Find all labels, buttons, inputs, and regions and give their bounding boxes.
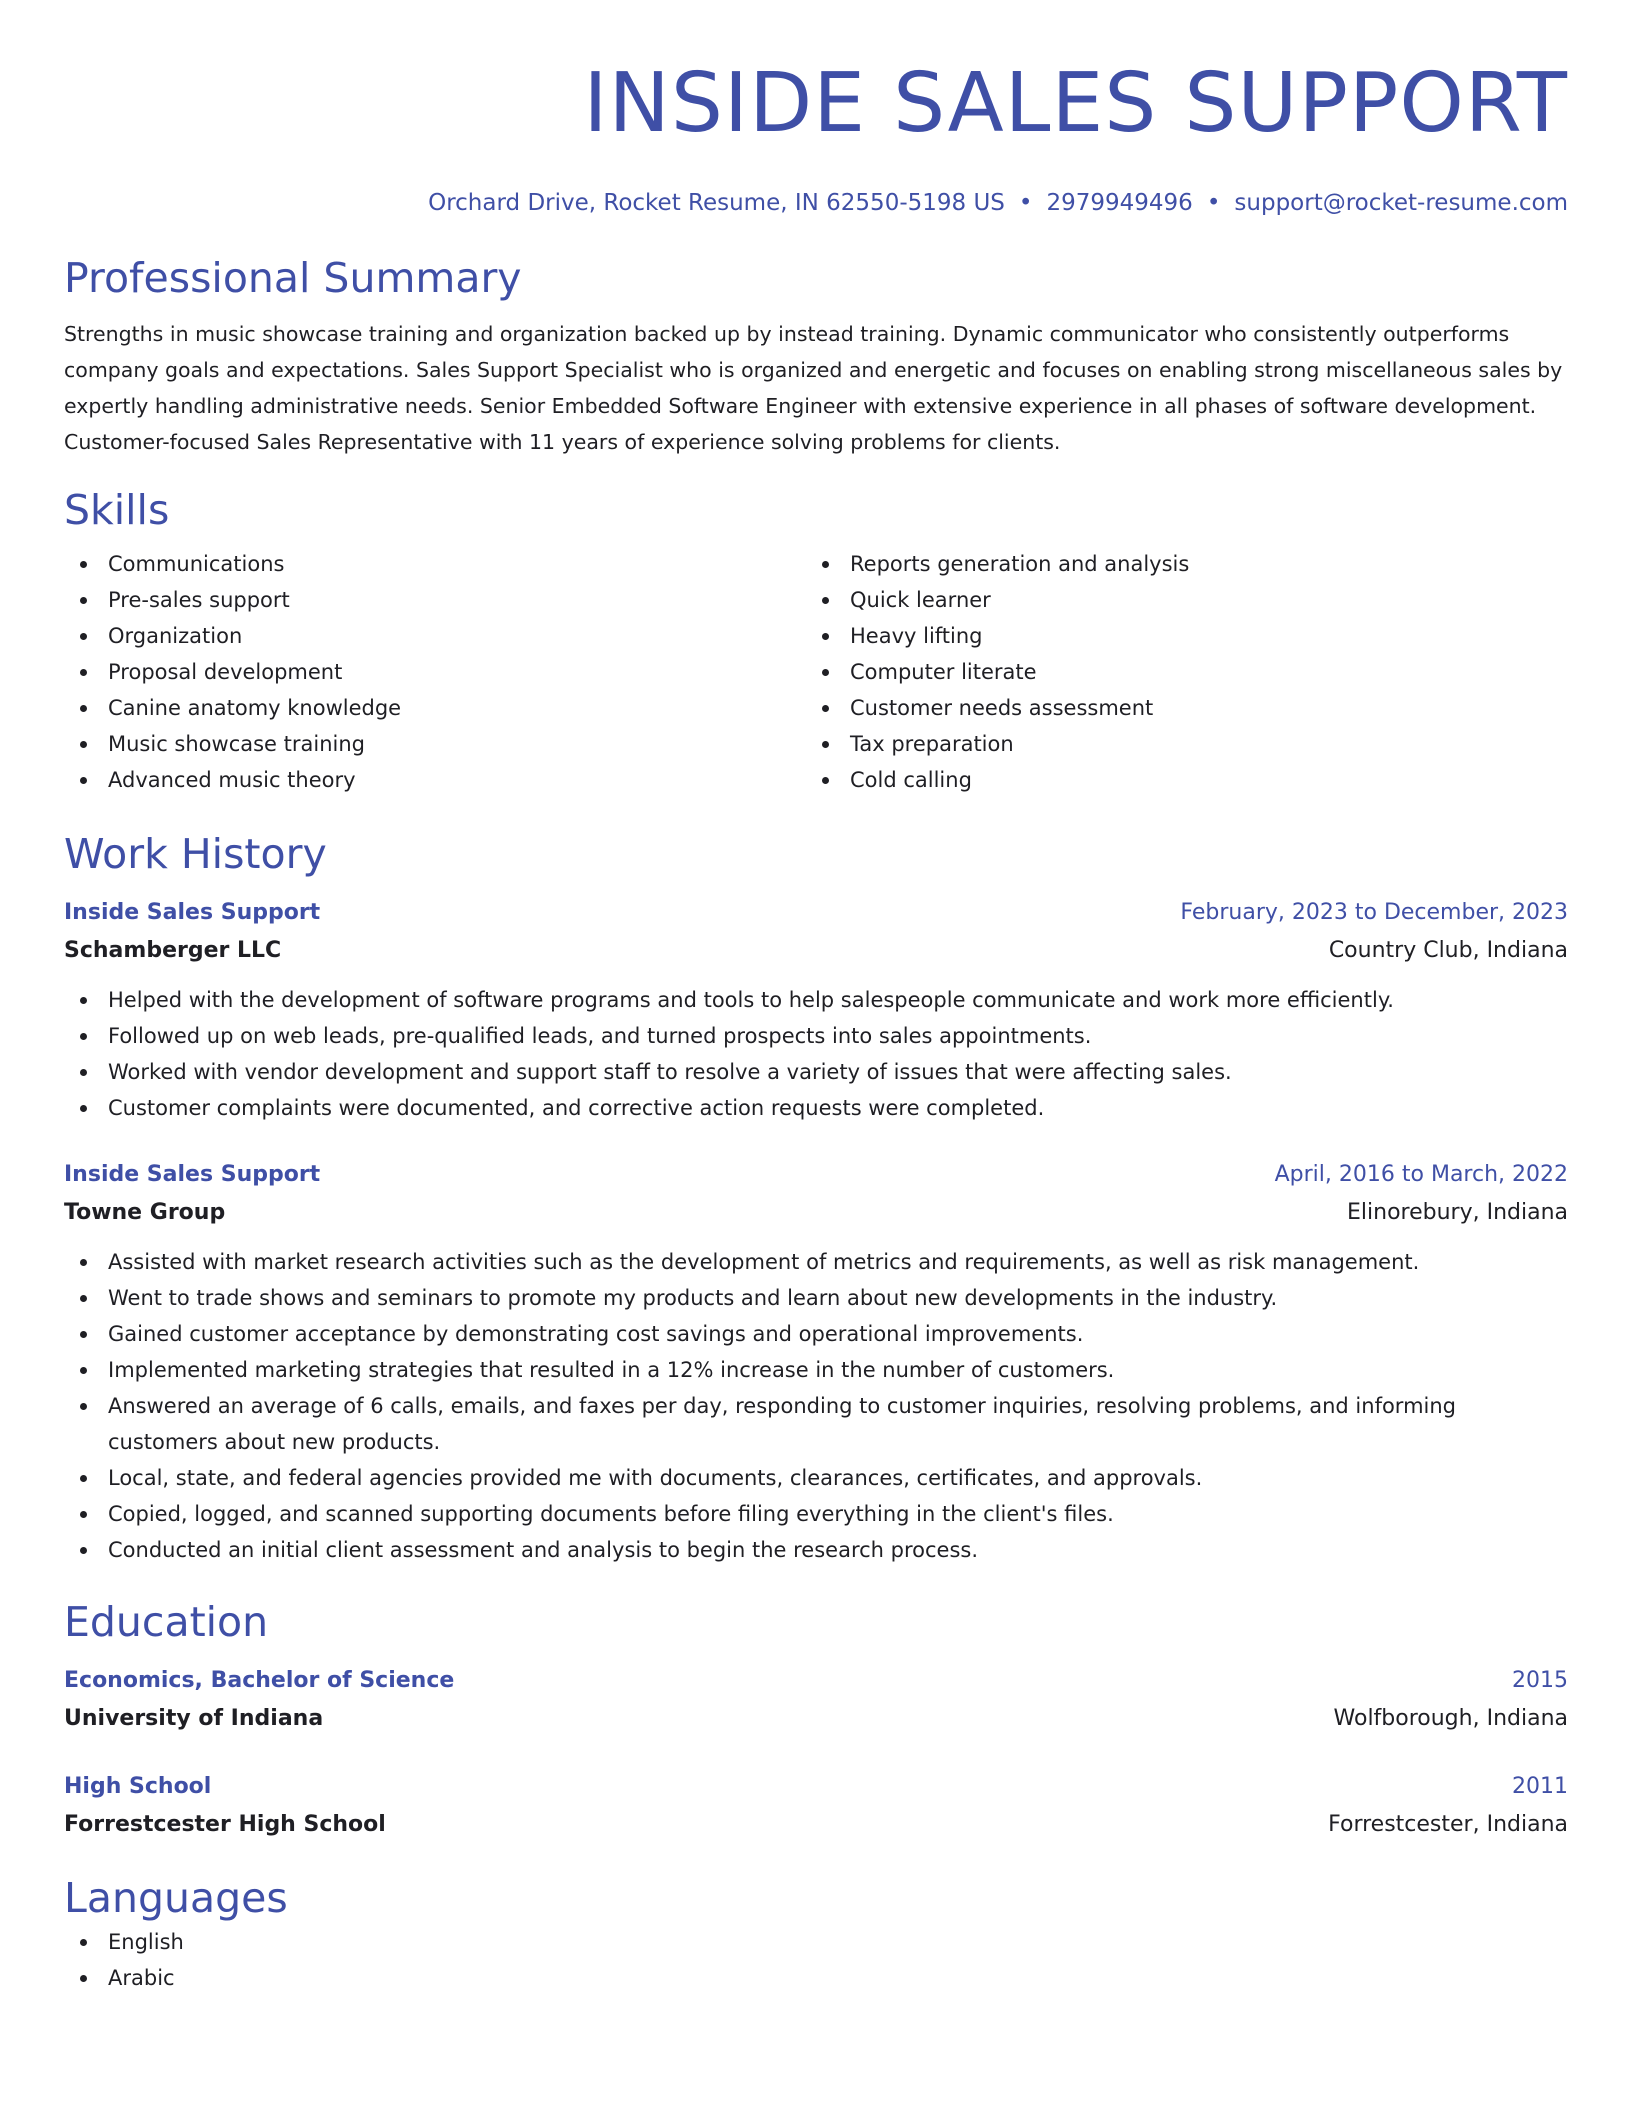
skills-grid — [64, 546, 1568, 798]
job-bullet: Copied, logged, and scanned supporting documents before filing everything in the client's files. — [64, 1496, 1568, 1532]
education-location: Forrestcester, Indiana — [1328, 1812, 1568, 1837]
candidate-name: INSIDE SALES SUPPORT — [583, 56, 1568, 151]
job-bullet: Worked with vendor development and support staff to resolve a variety of issues that were affecting sales. — [64, 1054, 1568, 1090]
education-school-row — [64, 1700, 1568, 1738]
skill-item: Cold calling — [806, 762, 1548, 798]
skill-item: Quick learner — [806, 582, 1548, 618]
skill-item: Communications — [64, 546, 806, 582]
job-title-row — [64, 894, 1568, 932]
job-title: Inside Sales Support — [64, 1162, 321, 1187]
languages-heading: Languages — [64, 1874, 288, 1922]
skill-item: Canine anatomy knowledge — [64, 690, 806, 726]
skill-item: Customer needs assessment — [806, 690, 1548, 726]
job-company: Schamberger LLC — [64, 938, 282, 963]
job-bullet: Conducted an initial client assessment and analysis to begin the research process. — [64, 1532, 1568, 1568]
job-title: Inside Sales Support — [64, 900, 321, 925]
job-bullet: Assisted with market research activities such as the development of metrics and requirements, as well as risk management. — [64, 1244, 1568, 1280]
education-degree-row — [64, 1662, 1568, 1700]
job-bullets — [64, 982, 1568, 1126]
education-entry — [64, 1768, 1568, 1844]
job-dates: April, 2016 to March, 2022 — [1274, 1162, 1568, 1187]
job-title-row — [64, 1156, 1568, 1194]
job-bullet: Gained customer acceptance by demonstrating cost savings and operational improvements. — [64, 1316, 1568, 1352]
resume-header — [64, 56, 1568, 218]
skills-heading: Skills — [64, 486, 170, 534]
job-company-row — [64, 1194, 1568, 1232]
skill-item: Reports generation and analysis — [806, 546, 1548, 582]
job-location: Country Club, Indiana — [1328, 938, 1568, 963]
work-history-heading: Work History — [64, 830, 327, 878]
skills-column-left — [64, 546, 806, 798]
education-heading: Education — [64, 1598, 269, 1646]
contact-separator: • — [1206, 190, 1221, 216]
skill-item: Proposal development — [64, 654, 806, 690]
job-entry — [64, 1156, 1568, 1568]
skill-item: Tax preparation — [806, 726, 1548, 762]
job-bullet: Customer complaints were documented, and corrective action requests were completed. — [64, 1090, 1568, 1126]
skill-item: Heavy lifting — [806, 618, 1548, 654]
education-year: 2015 — [1512, 1668, 1568, 1693]
job-bullet: Local, state, and federal agencies provided me with documents, clearances, certificates, and approvals. — [64, 1460, 1568, 1496]
education-degree: Economics, Bachelor of Science — [64, 1668, 455, 1693]
education-location: Wolfborough, Indiana — [1333, 1706, 1568, 1731]
job-location: Elinorebury, Indiana — [1347, 1200, 1568, 1225]
skill-item: Pre-sales support — [64, 582, 806, 618]
contact-separator: • — [1018, 190, 1033, 216]
job-bullet: Implemented marketing strategies that resulted in a 12% increase in the number of customers. — [64, 1352, 1568, 1388]
contact-address: Orchard Drive, Rocket Resume, IN 62550-5198 US — [428, 190, 1005, 216]
job-bullet: Answered an average of 6 calls, emails, and faxes per day, responding to customer inquiries, resolving problems, and informing customers about new products. — [64, 1388, 1568, 1460]
education-entry — [64, 1662, 1568, 1738]
job-dates: February, 2023 to December, 2023 — [1180, 900, 1568, 925]
education-school-row — [64, 1806, 1568, 1844]
contact-line — [64, 188, 1568, 218]
job-bullets — [64, 1244, 1568, 1568]
education-degree: High School — [64, 1774, 212, 1799]
contact-phone: 2979949496 — [1046, 190, 1193, 216]
language-item: English — [64, 1924, 1568, 1960]
job-bullet: Helped with the development of software programs and tools to help salespeople communicate and work more efficiently. — [64, 982, 1568, 1018]
job-entry — [64, 894, 1568, 1126]
job-company-row — [64, 932, 1568, 970]
skill-item: Organization — [64, 618, 806, 654]
languages-list — [64, 1924, 1568, 1996]
skill-item: Advanced music theory — [64, 762, 806, 798]
job-company: Towne Group — [64, 1200, 226, 1225]
skill-item: Music showcase training — [64, 726, 806, 762]
job-bullet: Went to trade shows and seminars to promote my products and learn about new developments in the industry. — [64, 1280, 1568, 1316]
education-school: University of Indiana — [64, 1706, 324, 1731]
skill-item: Computer literate — [806, 654, 1548, 690]
skills-column-right — [806, 546, 1548, 798]
education-degree-row — [64, 1768, 1568, 1806]
summary-heading: Professional Summary — [64, 254, 522, 302]
summary-text: Strengths in music showcase training and organization backed up by instead training. Dynamic communicator who consistently outperforms company goals and expectations. Sales Support Specialist who is organized and energetic and focuses on enabling strong miscellaneous sales by expertly handling administrative needs. Senior Embedded Software Engineer with extensive experience in all phases of software development. Customer-focused Sales Representative with 11 years of experience solving problems for clients. — [64, 322, 1563, 454]
language-item: Arabic — [64, 1960, 1568, 1996]
job-bullet: Followed up on web leads, pre-qualified leads, and turned prospects into sales appointments. — [64, 1018, 1568, 1054]
contact-email: support@rocket-resume.com — [1234, 190, 1568, 216]
education-school: Forrestcester High School — [64, 1812, 386, 1837]
education-year: 2011 — [1512, 1774, 1568, 1799]
